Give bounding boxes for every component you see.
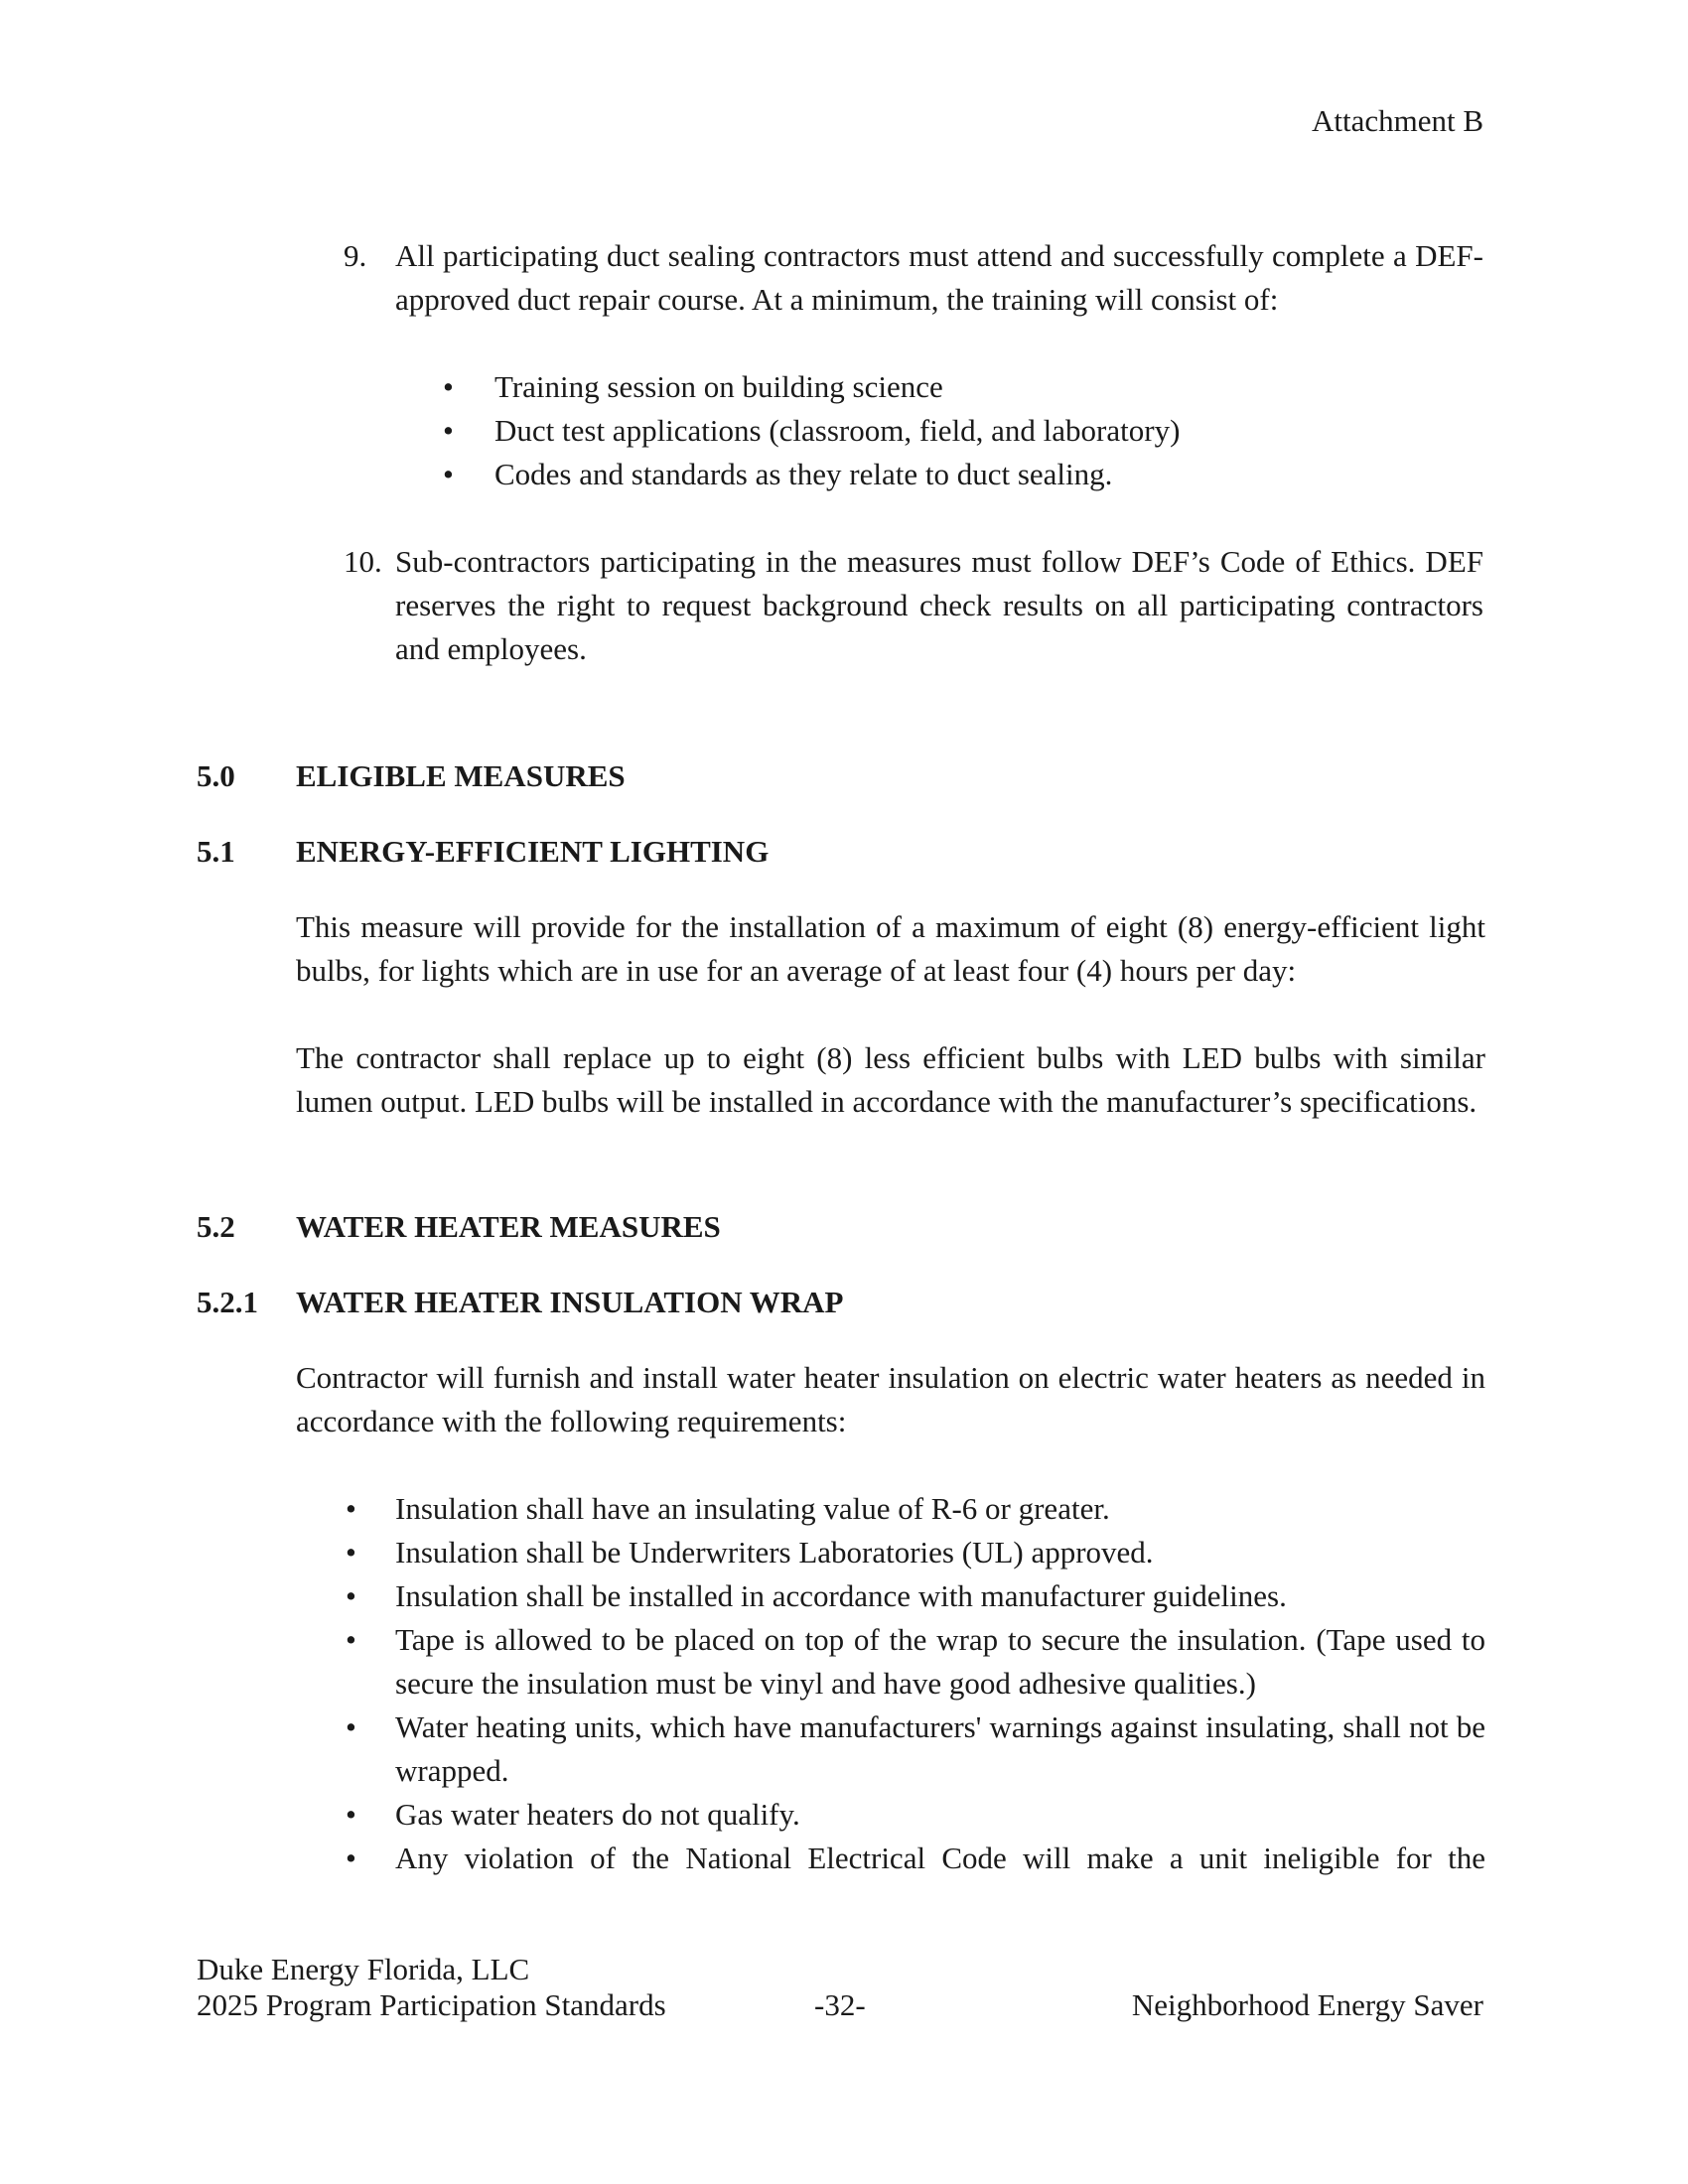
list-item xyxy=(346,1706,1485,1793)
footer-program: Neighborhood Energy Saver xyxy=(1131,1987,1483,2022)
list-item xyxy=(346,1618,1485,1706)
footer-standards: 2025 Program Participation Standards xyxy=(197,1987,666,2022)
bullet-icon: • xyxy=(443,413,454,448)
section-number: 5.1 xyxy=(197,834,235,869)
section-number: 5.2.1 xyxy=(197,1285,258,1319)
bullet-icon: • xyxy=(443,369,454,404)
numbered-item-10 xyxy=(344,540,1483,671)
list-item-text: Insulation shall have an insulating value of R-6 or greater. xyxy=(395,1491,1110,1526)
bullet-icon: • xyxy=(346,1622,356,1657)
section-heading-5-1 xyxy=(197,830,1487,874)
list-item-text: Gas water heaters do not qualify. xyxy=(395,1797,800,1832)
item-number: 10. xyxy=(344,544,382,579)
item-text: Sub-contractors participating in the measures must follow DEF’s Code of Ethics. DEF reserves the right to request background check results on all participating contractors and employees. xyxy=(395,544,1483,666)
insulation-paragraph: Contractor will furnish and install water heater insulation on electric water heaters as needed in accordance with the following requirements: xyxy=(296,1360,1485,1438)
bullet-icon: • xyxy=(443,457,454,491)
bullet-icon: • xyxy=(346,1841,356,1875)
list-item-text: Any violation of the National Electrical Code will make a unit ineligible for the xyxy=(395,1841,1485,1875)
section-title: WATER HEATER INSULATION WRAP xyxy=(296,1285,844,1319)
section-title: ENERGY-EFFICIENT LIGHTING xyxy=(296,834,770,869)
section-number: 5.2 xyxy=(197,1209,235,1244)
list-item-text: Duct test applications (classroom, field, and laboratory) xyxy=(494,413,1181,448)
bullet-icon: • xyxy=(346,1578,356,1613)
bullet-icon: • xyxy=(346,1797,356,1832)
numbered-item-9 xyxy=(344,234,1483,322)
insulation-bullet-list xyxy=(346,1487,1485,1880)
list-item xyxy=(346,1574,1485,1618)
list-item xyxy=(346,1837,1485,1880)
list-item-text: Training session on building science xyxy=(494,369,943,404)
lighting-paragraph-1: This measure will provide for the installation of a maximum of eight (8) energy-efficient light bulbs, for lights which are in use for an average of at least four (4) hours per day: xyxy=(296,909,1485,988)
lighting-paragraph-2: The contractor shall replace up to eight (8) less efficient bulbs with LED bulbs with similar lumen output. LED bulbs will be installed in accordance with the manufacturer’s specifications. xyxy=(296,1040,1485,1119)
section-heading-5-2 xyxy=(197,1205,1487,1249)
item-number: 9. xyxy=(344,238,367,273)
attachment-label: Attachment B xyxy=(1311,103,1483,138)
section-heading-5-2-1 xyxy=(197,1281,1487,1324)
list-item-text: Insulation shall be installed in accordance with manufacturer guidelines. xyxy=(395,1578,1287,1613)
footer-page-number: -32- xyxy=(814,1987,866,2022)
list-item-text: Codes and standards as they relate to duct sealing. xyxy=(494,457,1113,491)
section-number: 5.0 xyxy=(197,758,235,793)
list-item xyxy=(443,453,1485,496)
bullet-icon: • xyxy=(346,1535,356,1570)
bullet-icon: • xyxy=(346,1709,356,1744)
training-bullet-list xyxy=(443,365,1485,496)
section-title: ELIGIBLE MEASURES xyxy=(296,758,626,793)
section-heading-5-0 xyxy=(197,754,1487,798)
list-item xyxy=(346,1487,1485,1531)
bullet-icon: • xyxy=(346,1491,356,1526)
item-text: All participating duct sealing contractors must attend and successfully complete a DEF-approved duct repair course. At a minimum, the training will consist of: xyxy=(395,238,1483,317)
list-item xyxy=(346,1531,1485,1574)
list-item-text: Tape is allowed to be placed on top of the wrap to secure the insulation. (Tape used to secure the insulation must be vinyl and have good adhesive qualities.) xyxy=(395,1622,1485,1701)
list-item-text: Water heating units, which have manufacturers' warnings against insulating, shall not be wrapped. xyxy=(395,1709,1485,1788)
list-item xyxy=(443,365,1485,409)
list-item xyxy=(443,409,1485,453)
footer-company: Duke Energy Florida, LLC xyxy=(197,1952,530,1986)
section-title: WATER HEATER MEASURES xyxy=(296,1209,721,1244)
list-item-text: Insulation shall be Underwriters Laboratories (UL) approved. xyxy=(395,1535,1154,1570)
list-item xyxy=(346,1793,1485,1837)
